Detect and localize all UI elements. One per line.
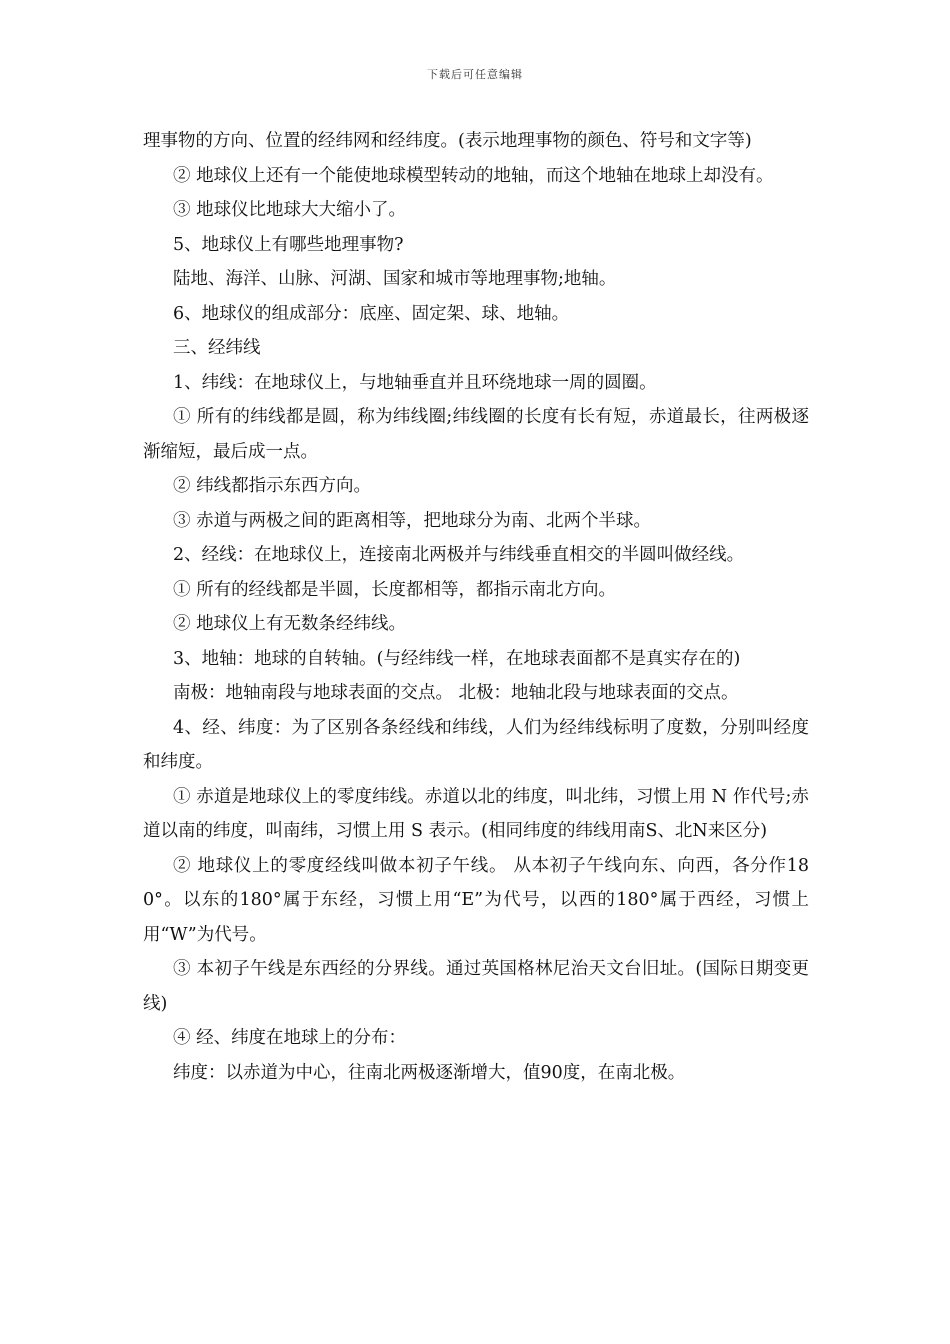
paragraph: ① 所有的经线都是半圆，长度都相等，都指示南北方向。 xyxy=(173,579,617,600)
paragraph: 4、经、纬度：为了区别各条经线和纬线，人们为经纬线标明了度数，分别叫经度和纬度。 xyxy=(143,717,809,772)
paragraph: ② 地球仪上有无数条经纬线。 xyxy=(173,614,407,634)
paragraph: 5、地球仪上有哪些地理事物? xyxy=(173,234,404,255)
paragraph: ② 地球仪上的零度经线叫做本初子午线。 从本初子午线向东、向西，各分作180°。以东的180°属于东经，习惯上用“E”为代号，以西的180°属于西经，习惯上用“W”为代号。 xyxy=(143,855,809,945)
paragraph: ② 纬线都指示东西方向。 xyxy=(173,476,372,496)
paragraph: ③ 赤道与两极之间的距离相等，把地球分为南、北两个半球。 xyxy=(173,510,652,531)
paragraph: ③ 本初子午线是东西经的分界线。通过英国格林尼治天文台旧址。(国际日期变更线) xyxy=(143,959,809,1014)
paragraph: 南极：地轴南段与地球表面的交点。 北极：地轴北段与地球表面的交点。 xyxy=(173,683,739,703)
paragraph: ② 地球仪上还有一个能使地球模型转动的地轴，而这个地轴在地球上却没有。 xyxy=(173,165,774,186)
paragraph: ① 所有的纬线都是圆，称为纬线圈;纬线圈的长度有长有短，赤道最长，往两极逐渐缩短，最后成一点。 xyxy=(143,407,809,462)
paragraph: 纬度：以赤道为中心，往南北两极逐渐增大，值90度，在南北极。 xyxy=(173,1062,686,1083)
paragraph: ① 赤道是地球仪上的零度纬线。赤道以北的纬度，叫北纬，习惯上用 N 作代号;赤道以南的纬度，叫南纬，习惯上用 S 表示。(相同纬度的纬线用南S、北N来区分) xyxy=(143,786,809,841)
paragraph: ③ 地球仪比地球大大缩小了。 xyxy=(173,200,407,220)
paragraph: 2、经线：在地球仪上，连接南北两极并与纬线垂直相交的半圆叫做经线。 xyxy=(173,545,745,565)
paragraph: 陆地、海洋、山脉、河湖、国家和城市等地理事物;地轴。 xyxy=(173,269,617,289)
paragraph: 理事物的方向、位置的经纬网和经纬度。(表示地理事物的颜色、符号和文字等) xyxy=(143,131,752,151)
page-header: 下载后可任意编辑 xyxy=(427,68,523,81)
paragraph: 6、地球仪的组成部分：底座、固定架、球、地轴。 xyxy=(173,303,570,324)
document-body xyxy=(143,124,809,1090)
paragraph: ④ 经、纬度在地球上的分布： xyxy=(173,1028,407,1048)
paragraph: 3、地轴：地球的自转轴。(与经纬线一样，在地球表面都不是真实存在的) xyxy=(173,648,741,669)
paragraph: 1、纬线：在地球仪上，与地轴垂直并且环绕地球一周的圆圈。 xyxy=(173,372,657,393)
section-heading: 三、经纬线 xyxy=(173,338,261,358)
